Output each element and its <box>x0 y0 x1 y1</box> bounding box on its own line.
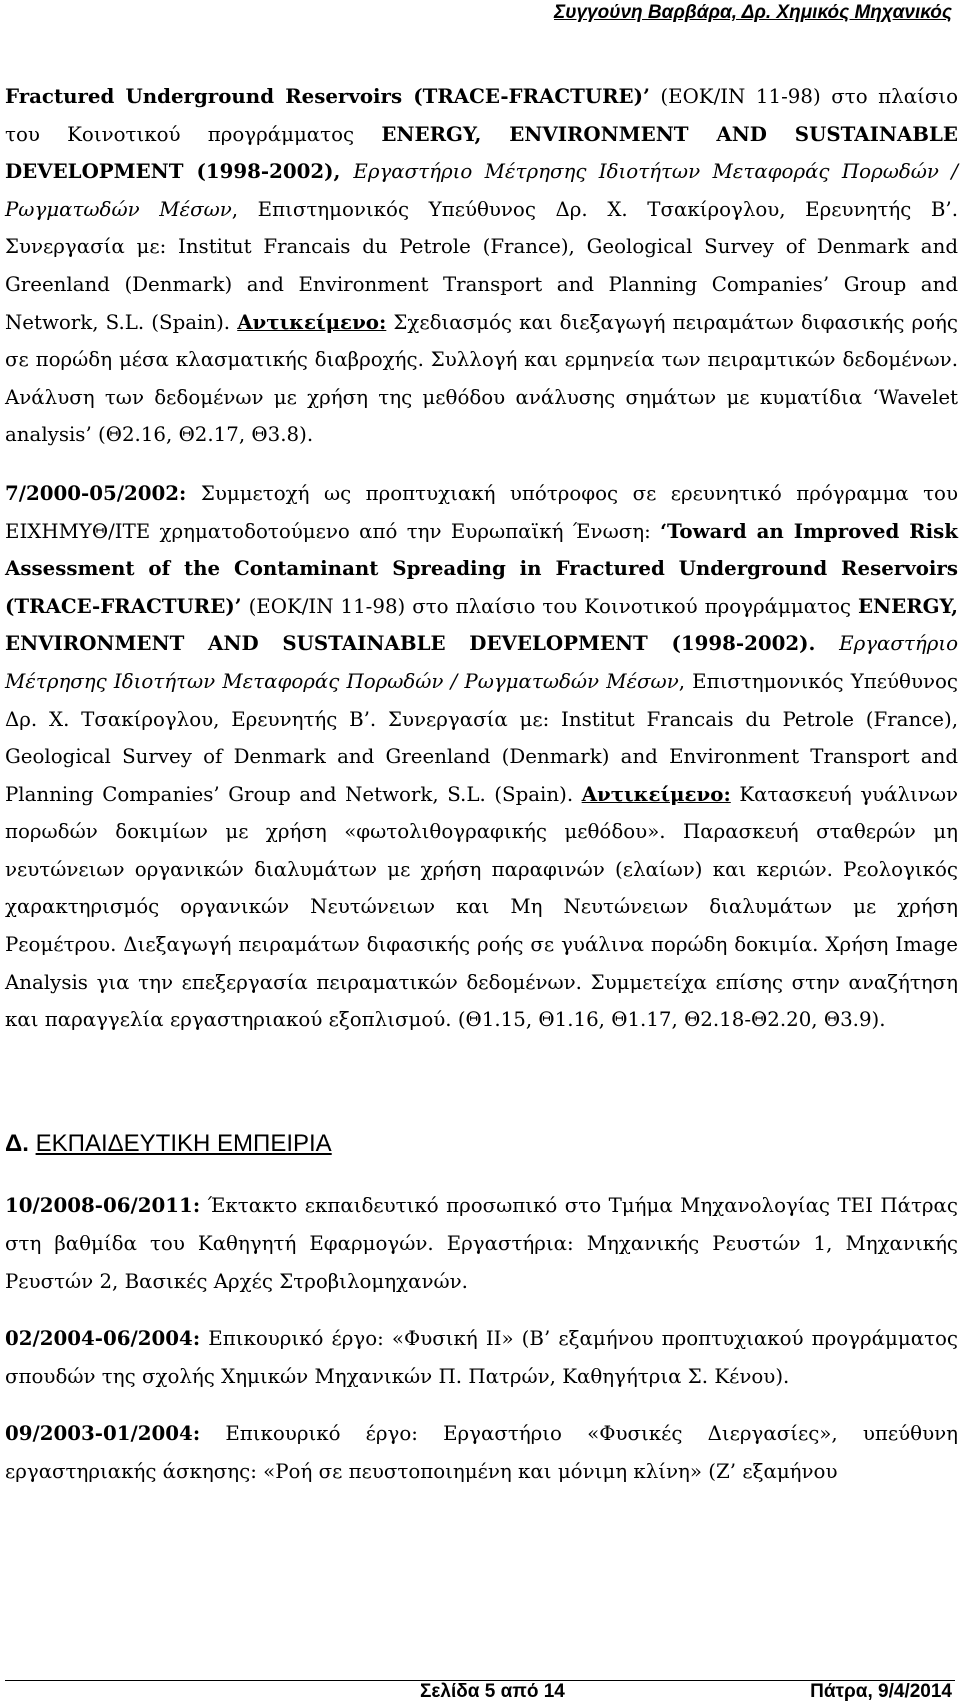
entry-date: 7/2000-05/2002: <box>5 480 187 505</box>
program-name: ENERGY, ENVIRONMENT AND SUSTAINABLE DEVELOPMENT (1998-2002). <box>5 593 958 656</box>
research-entry-trace-fracture-undergrad <box>5 475 958 1039</box>
program-name: ENERGY, ENVIRONMENT AND SUSTAINABLE DEVELOPMENT (1998-2002), <box>5 121 958 184</box>
section-letter: Δ. <box>5 1129 29 1157</box>
entry-date: 02/2004-06/2004: <box>5 1326 201 1351</box>
entry-text: (ΕΟΚ/ΙΝ 11-98) στο πλαίσιο του Κοινοτικού προγράμματος <box>5 85 958 146</box>
entry-text: Κατασκευή γυάλινων πορωδών δοκιμίων με χρήση «φωτολιθογραφικής μεθόδου». Παρασκευή σταθερών μη νευτώνειων οργανικών διαλυμάτων με χρήση παραφινών (ελαίων) και κεριών. Ρεολογικός χαρακτηρισμός οργανικών Νευτώνειων και Μη Νευτώνειων διαλυμάτων με χρήση Ρεομέτρου. Διεξαγωγή πειραμάτων διφασικής ροής σε γυάλινα πορώδη δοκιμία. Χρήση Image Analysis για την επεξεργασία πειραματικών δεδομένων. Συμμετείχα επίσης στην αναζήτηση και παραγγελία εργαστηριακού εξοπλισμού. (Θ1.15, Θ1.16, Θ1.17, Θ2.18-Θ2.20, Θ3.9). <box>5 782 959 1032</box>
entry-text: , Επιστημονικός Υπεύθυνος Δρ. Χ. Τσακίρογλου, Ερευνητής Β’. Συνεργασία με: Institut Francais du Petrole (France), Geological Survey of Denmark and Greenland (Denmark) and Environment Transport and Planning Companies’ Group and Network, S.L. (Spain). <box>5 669 958 806</box>
research-entry-trace-fracture-phd <box>5 78 958 454</box>
teaching-entry <box>5 1187 958 1300</box>
project-title: Fractured Underground Reservoirs (TRACE-FRACTURE)’ <box>5 84 650 108</box>
entry-text: Έκτακτο εκπαιδευτικό προσωπικό στο Τμήμα Μηχανολογίας ΤΕΙ Πάτρας στη βαθμίδα του Καθηγητή Εφαρμογών. Εργαστήρια: Μηχανικής Ρευστών 1, Μηχανικής Ρευστών 2, Βασικές Αρχές Στροβιλομηχανών. <box>5 1194 958 1293</box>
page-footer <box>0 1681 960 1703</box>
entry-text: , Επιστημονικός Υπεύθυνος Δρ. Χ. Τσακίρογλου, Ερευνητής Β’. Συνεργασία με: Institut Francais du Petrole (France), Geological Survey of Denmark and Greenland (Denmark) and Environment Transport and Planning Companies’ Group and Network, S.L. (Spain). <box>5 197 958 334</box>
section-title: ΕΚΠΑΙΔΕΥΤΙΚΗ ΕΜΠΕΙΡΙΑ <box>35 1129 332 1157</box>
document-date: Πάτρα, 9/4/2014 <box>810 1681 952 1702</box>
entry-text: Σχεδιασμός και διεξαγωγή πειραμάτων διφασικής ροής σε πορώδη μέσα κλασματικής διαβροχής. Συλλογή και ερμηνεία των πειραμτικών δεδομένων. Ανάλυση των δεδομένων με χρήση της μεθόδου ανάλυσης σημάτων με κυματίδια ‘Wavelet analysis’ (Θ2.16, Θ2.17, Θ3.8). <box>5 310 958 447</box>
page-header-author: Συγγούνη Βαρβάρα, Δρ. Χημικός Μηχανικός <box>554 2 952 23</box>
lab-name: Εργαστήριο Μέτρησης Ιδιοτήτων Μεταφοράς Πορωδών / Ρωγματωδών Μέσων <box>5 632 958 693</box>
entry-date: 09/2003-01/2004: <box>5 1421 201 1446</box>
entry-text: Συμμετοχή ως προπτυχιακή υπότροφος σε ερευνητικό πρόγραμμα του ΕΙΧΗΜΥΘ/ΙΤΕ χρηματοδοτούμενο από την Ευρωπαϊκή Ένωση: <box>5 481 958 543</box>
lab-name: Εργαστήριο Μέτρησης Ιδιοτήτων Μεταφοράς Πορωδών / Ρωγματωδών Μέσων <box>5 160 958 221</box>
teaching-entry <box>5 1415 958 1490</box>
objective-label: Αντικείμενο: <box>237 309 387 334</box>
objective-label: Αντικείμενο: <box>581 781 731 806</box>
entry-text: (ΕΟΚ/ΙΝ 11-98) στο πλαίσιο του Κοινοτικού προγράμματος <box>241 594 858 618</box>
entry-text: Επικουρικό έργο: Εργαστήριο «Φυσικές Διεργασίες», υπεύθυνη εργαστηριακής άσκησης: «Ροή σε πευστοποιημένη και μόνιμη κλίνη» (Ζ’ εξαμήνου <box>5 1422 958 1483</box>
project-title: ‘Toward an Improved Risk Assessment of the Contaminant Spreading in Fractured Underground Reservoirs (TRACE-FRACTURE)’ <box>5 518 958 618</box>
section-heading <box>5 1125 958 1163</box>
entry-text: Επικουρικό έργο: «Φυσική ΙΙ» (Β’ εξαμήνου προπτυχιακού προγράμματος σπουδών της σχολής Χημικών Μηχανικών Π. Πατρών, Καθηγήτρια Σ. Κένου). <box>5 1327 958 1388</box>
teaching-entry <box>5 1320 958 1395</box>
entry-date: 10/2008-06/2011: <box>5 1193 201 1218</box>
page-number: Σελίδα 5 από 14 <box>420 1681 565 1702</box>
document-body <box>5 78 958 1491</box>
